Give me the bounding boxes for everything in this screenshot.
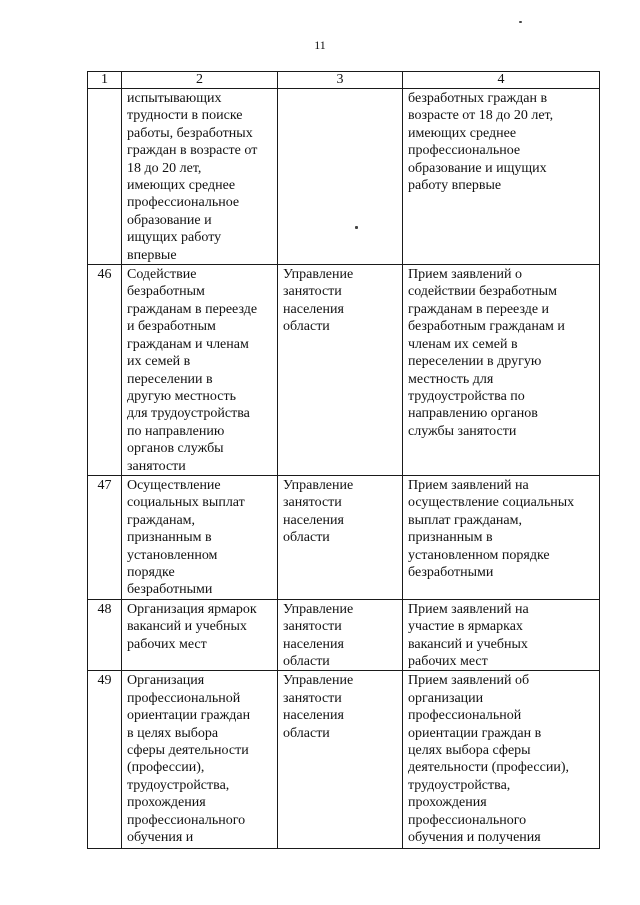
column-header-4: 4 — [403, 72, 600, 89]
table-row — [88, 599, 600, 671]
service-name-cell: Содействие безработным гражданам в переезде и безработным гражданам и членам их семей в переселении в другую местность для трудоустройства по направлению органов службы занятости — [122, 265, 278, 476]
services-table — [87, 71, 600, 849]
service-name-cell: Осуществление социальных выплат гражданам, признанным в установленном порядке безработными — [122, 475, 278, 599]
authority-cell: Управление занятости населения области — [278, 671, 403, 849]
row-number: 49 — [88, 671, 122, 849]
procedure-cell: Прием заявлений на осуществление социальных выплат гражданам, признанным в установленном порядке безработными — [403, 475, 600, 599]
procedure-cell: Прием заявлений об организации профессиональной ориентации граждан в целях выбора сферы деятельности (профессии), трудоустройства, прохождения профессионального обучения и получения — [403, 671, 600, 849]
service-name-cell: Организация профессиональной ориентации граждан в целях выбора сферы деятельности (профессии), трудоустройства, прохождения профессионального обучения и — [122, 671, 278, 849]
procedure-cell: Прием заявлений на участие в ярмарках вакансий и учебных рабочих мест — [403, 599, 600, 671]
authority-cell: Управление занятости населения области — [278, 599, 403, 671]
procedure-cell: безработных граждан в возрасте от 18 до 20 лет, имеющих среднее профессиональное образование и ищущих работу впервые — [403, 89, 600, 265]
authority-cell: Управление занятости населения области — [278, 475, 403, 599]
procedure-cell: Прием заявлений о содействии безработным гражданам в переезде и безработным гражданам и членам их семей в переселении в другую местность для трудоустройства по направлению органов службы занятости — [403, 265, 600, 476]
row-number: 46 — [88, 265, 122, 476]
row-number — [88, 89, 122, 265]
authority-cell: Управление занятости населения области — [278, 265, 403, 476]
row-number: 48 — [88, 599, 122, 671]
table-row — [88, 89, 600, 265]
column-header-2: 2 — [122, 72, 278, 89]
table-row — [88, 475, 600, 599]
service-name-cell: испытывающих трудности в поиске работы, безработных граждан в возрасте от 18 до 20 лет, имеющих среднее профессиональное образование и ищущих работу впервые — [122, 89, 278, 265]
page-number: 11 — [314, 38, 326, 52]
column-header-1: 1 — [88, 72, 122, 89]
table-row — [88, 265, 600, 476]
table-row — [88, 671, 600, 849]
service-name-cell: Организация ярмарок вакансий и учебных рабочих мест — [122, 599, 278, 671]
row-number: 47 — [88, 475, 122, 599]
scan-speck — [519, 21, 522, 23]
table-header-row — [88, 72, 600, 89]
authority-cell — [278, 89, 403, 265]
column-header-3: 3 — [278, 72, 403, 89]
